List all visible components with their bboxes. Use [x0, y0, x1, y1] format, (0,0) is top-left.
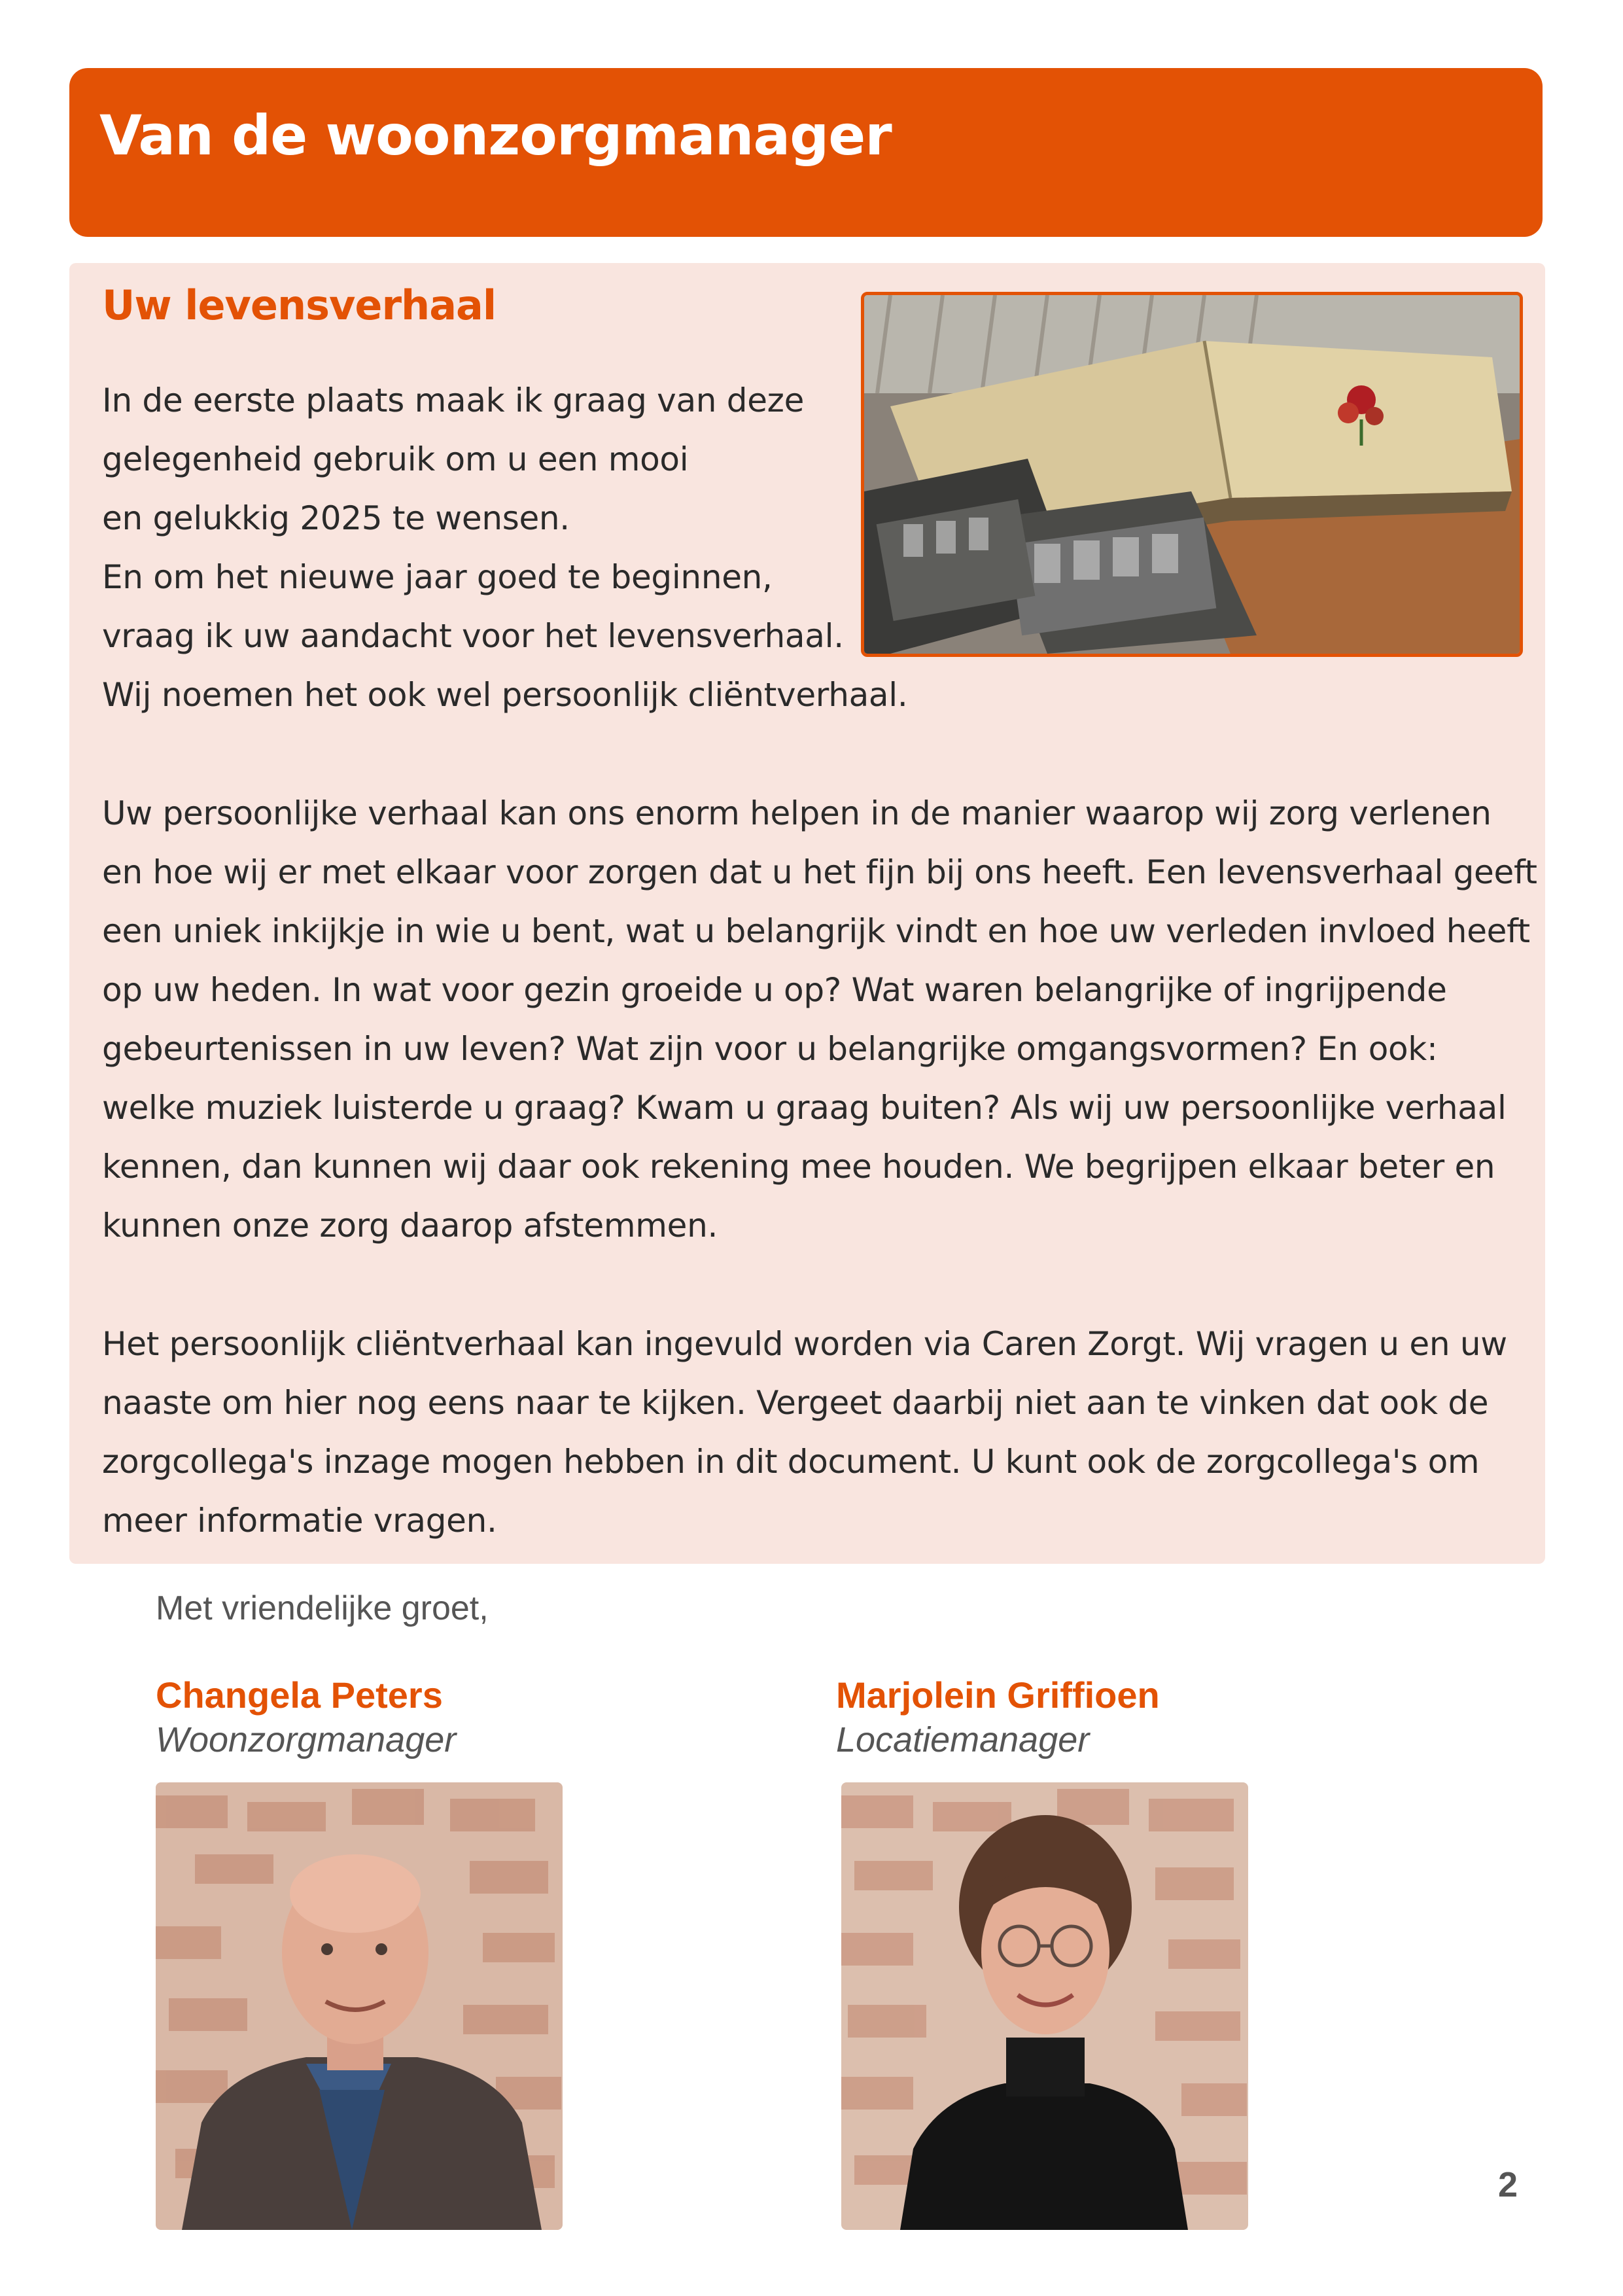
article-line: kunnen onze zorg daarop afstemmen. [102, 1207, 718, 1245]
page-title: Van de woonzorgmanager [99, 103, 892, 168]
photo-album-image [861, 292, 1523, 657]
article-line: op uw heden. In wat voor gezin groeide u op? Wat waren belangrijke of ingrijpende [102, 971, 1447, 1009]
article-line: en hoe wij er met elkaar voor zorgen dat u het fijn bij ons heeft. Een levensverhaal geeft [102, 853, 1537, 891]
page-number: 2 [1498, 2165, 1518, 2204]
article-line: naaste om hier nog eens naar te kijken. Vergeet daarbij niet aan te vinken dat ook de [102, 1384, 1489, 1422]
article-line: En om het nieuwe jaar goed te beginnen, [102, 558, 773, 596]
portrait-photo-changela [156, 1782, 563, 2230]
article-line: meer informatie vragen. [102, 1502, 497, 1540]
article-line: In de eerste plaats maak ik graag van deze [102, 381, 805, 419]
article-line: Het persoonlijk cliëntverhaal kan ingevuld worden via Caren Zorgt. Wij vragen u en uw [102, 1325, 1507, 1363]
article-line: welke muziek luisterde u graag? Kwam u graag buiten? Als wij uw persoonlijke verhaal [102, 1089, 1507, 1127]
signatory-role: Locatiemanager [836, 1720, 1090, 1759]
portrait-photo-marjolein [841, 1782, 1248, 2230]
article-title: Uw levensverhaal [102, 281, 497, 329]
article-line: vraag ik uw aandacht voor het levensverhaal. [102, 617, 844, 655]
article-line: gelegenheid gebruik om u een mooi [102, 440, 689, 478]
article-line: Wij noemen het ook wel persoonlijk cliëntverhaal. [102, 676, 908, 714]
closing-greeting: Met vriendelijke groet, [156, 1589, 489, 1627]
article-line: Uw persoonlijke verhaal kan ons enorm helpen in de manier waarop wij zorg verlenen [102, 794, 1492, 832]
signatory-name: Changela Peters [156, 1674, 443, 1716]
signatory-name: Marjolein Griffioen [836, 1674, 1160, 1716]
article-line: gebeurtenissen in uw leven? Wat zijn voor u belangrijke omgangsvormen? En ook: [102, 1030, 1438, 1068]
article-line: en gelukkig 2025 te wensen. [102, 499, 570, 537]
article-line: een uniek inkijkje in wie u bent, wat u belangrijk vindt en hoe uw verleden invloed heeft [102, 912, 1530, 950]
article-line: zorgcollega's inzage mogen hebben in dit document. U kunt ook de zorgcollega's om [102, 1443, 1480, 1481]
signatory-role: Woonzorgmanager [156, 1720, 457, 1759]
article-line: kennen, dan kunnen wij daar ook rekening mee houden. We begrijpen elkaar beter en [102, 1148, 1495, 1186]
header-banner [69, 68, 1543, 237]
